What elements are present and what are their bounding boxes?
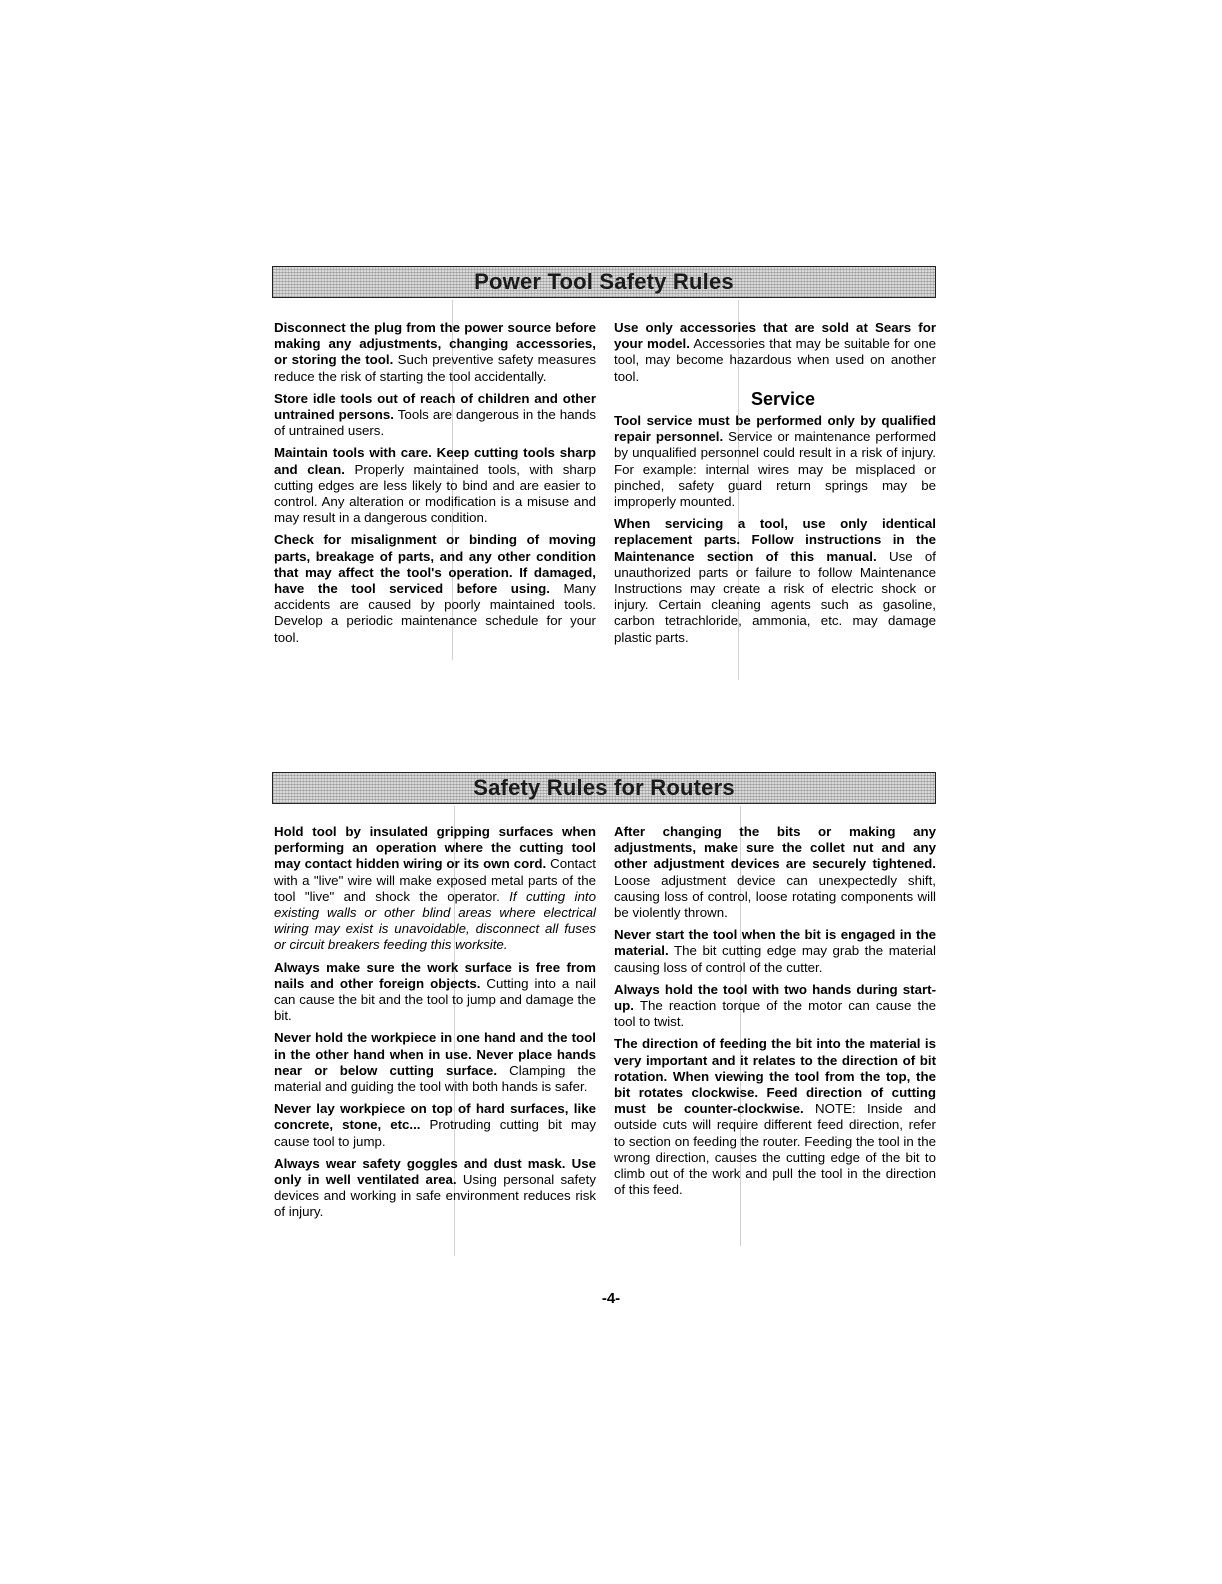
service-heading: Service bbox=[750, 388, 816, 409]
rule-paragraph: Always make sure the work surface is free from nails and other foreign objects. Cutting into a nail can cause the bit and the tool to jump and damage the bit. bbox=[274, 959, 596, 1024]
section-banner-routers bbox=[272, 772, 936, 804]
scan-artifact bbox=[452, 300, 453, 660]
scan-artifact bbox=[738, 300, 739, 680]
rule-paragraph: Use only accessories that are sold at Sears for your model. Accessories that may be suitable for one tool, may become hazardous when used on another tool. bbox=[614, 320, 936, 384]
scan-artifact bbox=[454, 806, 455, 1256]
rule-paragraph: Always wear safety goggles and dust mask. Use only in well ventilated area. Using personal safety devices and working in safe environment reduces risk of injury. bbox=[274, 1155, 596, 1220]
section-title: Safety Rules for Routers bbox=[473, 775, 735, 800]
rule-paragraph: Check for misalignment or binding of moving parts, breakage of parts, and any other condition that may affect the tool's operation. If damaged, have the tool serviced before using. Many accidents are caused by poorly maintained tools. Develop a periodic maintenance schedule for your tool. bbox=[274, 532, 596, 645]
section-title: Power Tool Safety Rules bbox=[474, 269, 734, 294]
rule-paragraph: When servicing a tool, use only identical replacement parts. Follow instructions in the Maintenance section of this manual. Use of unauthorized parts or failure to follow Maintenance Instructions may create a risk of electric shock or injury. Certain cleaning agents such as gasoline, carbon tetrachloride, ammonia, etc. may damage plastic parts. bbox=[614, 516, 936, 645]
page-number: -4- bbox=[601, 1290, 621, 1307]
rule-paragraph: After changing the bits or making any adjustments, make sure the collet nut and any other adjustment devices are securely tightened. Loose adjustment device can unexpectedly shift, causing loss of control, loose rotating components will be violently thrown. bbox=[614, 824, 936, 921]
rule-paragraph: Disconnect the plug from the power source before making any adjustments, changing accessories, or storing the tool. Such preventive safety measures reduce the risk of starting the tool accidentally. bbox=[274, 320, 597, 384]
rule-paragraph: Never hold the workpiece in one hand and the tool in the other hand when in use. Never place hands near or below cutting surface. Clamping the material and guiding the tool with both hands is safer. bbox=[274, 1030, 596, 1095]
rule-paragraph: Never start the tool when the bit is engaged in the material. The bit cutting edge may grab the material causing loss of control of the cutter. bbox=[614, 927, 936, 975]
rule-paragraph: Tool service must be performed only by qualified repair personnel. Service or maintenance performed by unqualified personnel could result in a risk of injury. For example: internal wires may be misplaced or pinched, safety guard return springs may be improperly mounted. bbox=[614, 413, 937, 510]
rule-paragraph: The direction of feeding the bit into the material is very important and it relates to the direction of bit rotation. When viewing the tool from the top, the bit rotates clockwise. Feed direction of cutting must be counter-clockwise. NOTE: Inside and outside cuts will require different feed direction, refer to section on feeding the router. Feeding the tool in the wrong direction, causes the cutting edge of the bit to climb out of the work and pull the tool in the direction of this feed. bbox=[614, 1036, 936, 1198]
rule-paragraph: Always hold the tool with two hands during start-up. The reaction torque of the motor can cause the tool to twist. bbox=[614, 981, 936, 1030]
column-right-2 bbox=[614, 824, 936, 1204]
rule-paragraph: Maintain tools with care. Keep cutting tools sharp and clean. Properly maintained tools, with sharp cutting edges are less likely to bind and are easier to control. Any alteration or modification is a misuse and may result in a dangerous condition. bbox=[274, 445, 596, 526]
rule-paragraph: Hold tool by insulated gripping surfaces when performing an operation where the cutting tool may contact hidden wiring or its own cord. Contact with a "live" wire will make exposed metal parts of the tool "live" and shock the operator. If cutting into existing walls or other blind areas where electrical wiring may exist is unavoidable, disconnect all fuses or circuit breakers feeding this worksite. bbox=[274, 824, 596, 953]
rule-paragraph: Store idle tools out of reach of children and other untrained persons. Tools are dangerous in the hands of untrained users. bbox=[274, 390, 596, 439]
rule-paragraph: Never lay workpiece on top of hard surfaces, like concrete, stone, etc... Protruding cutting bit may cause tool to jump. bbox=[274, 1101, 597, 1149]
section-banner-power-tool bbox=[272, 266, 936, 298]
column-left-2 bbox=[274, 824, 596, 1227]
column-right-1 bbox=[614, 320, 936, 652]
scan-artifact bbox=[740, 806, 741, 1246]
column-left-1 bbox=[274, 320, 596, 652]
